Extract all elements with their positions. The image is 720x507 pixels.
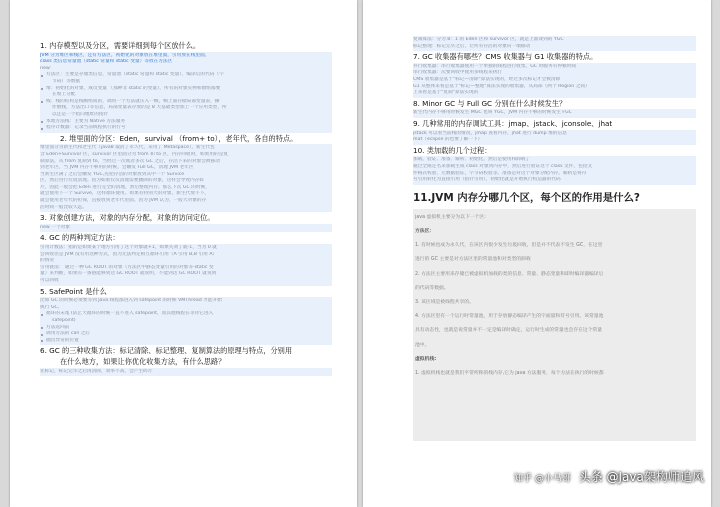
- text-line: 比如 GC 的时候必须要等到 Java 线程都进入到 safepoint 的时候 VMThread 才能开始: [40, 298, 222, 304]
- text-line: 先标记，标记完毕之后再清除，效率不高，会产生碎片: [40, 368, 153, 374]
- text-line: 池中。: [415, 342, 430, 348]
- text-line: JVM 分为堆区和栈区，还有方法区，初始化的对象放在堆里面，引用放在栈里面，: [40, 52, 210, 58]
- text-line: 上来看是基于"复制"算法实现的: [413, 90, 479, 96]
- text-line: 具有动态性，也就是说常量并不一定是编译时确定，运行时生成的常量也会存在这个常量: [415, 328, 603, 334]
- bullet-line: 循环的末尾 (防止大循环的时候一直不进入 safepoint，而其他线程在等待它进入: [40, 311, 332, 318]
- text-line: 片，因此一般会把 Eden 进行完全的清理，然后整理内存。那么下次 GC 的时候，: [40, 184, 210, 190]
- text-line: new:: [40, 65, 52, 71]
- section-10-block: [413, 156, 696, 184]
- text-line: 引用链法： 通过一种 GC ROOT 的对象（方法区中静态变量引用的对象等-static 变: [40, 264, 214, 270]
- text-line: 制算法，从 from 复制到 to，当经过一次或者多次 GC 之后，存活下来的对象会被移动: [40, 158, 220, 164]
- text-line: CMS 收集器是基于"标记—清除"算法实现的，经过多次标记才会被清除: [413, 76, 561, 82]
- text-line: 加载、验证、准备、解析、初始化。然后是使用和卸载了: [413, 157, 531, 163]
- section-4-block: [40, 244, 332, 286]
- text-line: 1. 虚拟机栈也就是我们平常所称的栈内存,它为 java 方法服务，每个方法在执行的时候都: [415, 370, 604, 376]
- text-line: 件格式校验、元数据验证，字节码校验等。准备是对这个对象分配内存。解析是将符: [413, 170, 587, 176]
- text-line: 1. 有时候也成为永久代，在该区内很少发生垃圾回收，但是并不代表不发生 GC，在这里: [415, 243, 603, 249]
- text-line: jstack 可以看当前栈的情况，jmap 查看内存，jhat 进行 dump 堆的信息: [413, 130, 567, 136]
- text-line: 2. 方法区主要用来存储已被虚拟机加载的类的信息、常量、静态变量和即时编译器编译后: [415, 271, 604, 277]
- section-3-block: [40, 224, 332, 233]
- text-line: 4. 方法区里有一个运行时常量池，用于存放静态编译产生的字面量和符号引用。该常量池: [415, 314, 604, 320]
- section-6-heading-cont: 在什么地方，如果让你优化收集方法，有什么思路？: [60, 356, 226, 366]
- left-page: [10, 0, 357, 507]
- text-line: 的代码等数据。: [415, 285, 449, 291]
- text-line: 堆里面分为新生代和老生代（java8 取消了永久代，采用了 Metaspace），新生代包: [40, 145, 215, 151]
- subheading: 虚拟机栈:: [415, 356, 437, 362]
- section-1-block: [40, 52, 332, 133]
- text-line: 活时间一般比较久远。: [40, 204, 87, 210]
- bullet-line: 程序计数器：记录当前线程执行的行号: [40, 125, 332, 132]
- bullet-line: 本地方法栈：主要为 Native 方法服务: [40, 119, 332, 126]
- text-line: 通过全限定名来加载生成 class 对象到内存中，然后进行验证这个 class 文件，包括文: [413, 163, 593, 169]
- text-line: 的情况: [40, 258, 55, 264]
- section-11-title: 11.JVM 内存分哪几个区，每个区的作用是什么?: [413, 191, 640, 204]
- left-page-content: [40, 40, 332, 377]
- bullet-line: 方法返回前: [40, 325, 332, 332]
- text-line: 含 Eden+Survivor 区，survivor 区里面分为 from 和 to 区，内存回收时，如果用的是复: [40, 151, 229, 157]
- bullet-line: 调用方法的 call 之后: [40, 331, 332, 338]
- section-2-heading: 2. 堆里面的分区：Eden，survival （from+ to），老年代，各自的特点。: [60, 133, 298, 143]
- text-line: 量）来判断，如果有一条链能够到达 GC ROOT 就说明，不能到达 GC ROOT 就说明: [40, 271, 217, 277]
- bullet-line: 方法区：主要是存储类信息，常量池（static 常量和 static 变量），编译后的代码（字: [40, 72, 332, 79]
- text-line: 复制算法：分为 8：1 的 Eden 区和 survivor 区，就是上面谈到的 YGC: [413, 37, 564, 42]
- subheading: 方法区：: [415, 228, 435, 234]
- section-10-heading: 10. 类加载的几个过程：: [413, 145, 492, 155]
- text-line: mat（eclipse 的也要了解一下）: [413, 137, 483, 143]
- right-page: [363, 0, 711, 507]
- bullet-line: 堆：初始化的对象，成员变量 （那种非 static 的变量），所有的对象实例和数组都要: [40, 86, 332, 93]
- text-line: 执行 GC,: [40, 304, 60, 310]
- watermark: [514, 468, 704, 485]
- section-7-heading: 7. GC 收集器有哪些？CMS 收集器与 G1 收集器的特点。: [413, 52, 598, 62]
- watermark-text: 头条 @Java架构师追风: [578, 470, 704, 484]
- section-5-block: [40, 297, 332, 345]
- text-line: 号引用转化为直接引用（指针引用），初始化就是开始执行构造器的代码: [413, 177, 561, 183]
- text-line: new 一个对象: [40, 224, 70, 230]
- text-line: 区，然后进行垃圾清理。因为如果仅仅清理需要删除的对象，这样会导致内存碎: [40, 178, 205, 184]
- text-line: 进行的 GC 主要是对方法区里的常量池和对类型的卸载: [415, 257, 531, 263]
- text-line: 以还是一个指向地址的指针: [52, 111, 109, 117]
- text-line: 可以回收: [40, 278, 59, 283]
- text-line: class 类信息常量池（static 常量和 static 变量）等放在方法区: [40, 59, 173, 65]
- section-9-heading: 9. 几种常用的内存调试工具：jmap、jstack、jconsole、jhat: [413, 118, 613, 128]
- text-line: 节码）等数据: [52, 78, 81, 84]
- section-6-continued-block: [413, 36, 696, 51]
- text-line: 在堆上分配: [52, 92, 76, 98]
- text-line: 就会使用下一个 Survive，这样循环使用。如果有特别大的对象，新生代放不下，: [40, 191, 210, 197]
- text-line: java 虚拟机主要分为以下一个区:: [415, 214, 486, 220]
- watermark-secondary-text: 知乎 @小马哥: [514, 474, 571, 484]
- section-11-block: [413, 209, 696, 441]
- text-line: 标记整理：标记完毕之后，让所有存活的对象向一端移动: [413, 43, 531, 49]
- text-line: safepoint): [52, 317, 76, 323]
- section-1-heading: 1. 内存模型以及分区，需要详细到每个区放什么。: [40, 41, 201, 50]
- section-6-heading: 6. GC 的三种收集方法：标记清除、标记整理、复制算法的原理与特点，分别用: [40, 346, 293, 356]
- right-page-content: [413, 36, 696, 441]
- section-5-heading: 5. SafePoint 是什么: [40, 286, 107, 296]
- text-line: 3. 该区域是被线程共享的。: [415, 299, 474, 305]
- section-8-block: [413, 109, 696, 118]
- text-line: 引用计数法：指的是如果某个地方引用了这个对象就+1，如果失效了就-1，当为 0 就: [40, 245, 217, 251]
- bullet-line: 抛出异常的位置: [40, 338, 332, 345]
- text-line: 新生代内存不够用时候发生 MGC 也叫 YGC，JVM 内存不够的时候发生 FGC: [413, 110, 572, 116]
- section-3-heading: 3. 对象创建方法，对象的内存分配，对象的访问定位。: [40, 213, 215, 223]
- section-2-block: [40, 144, 332, 212]
- text-line: 到老年区，当 JVM 内存不够用的时候，会触发 Full GC，清理 JVM 老年区: [40, 165, 194, 171]
- bullet-line: 栈：栈的结构是栈帧组成的，调用一个方法就压入一帧，帧上面存储局部变量表，操: [40, 99, 332, 106]
- section-8-heading: 8. Minor GC 与 Full GC 分别在什么时候发生？: [413, 98, 567, 108]
- text-line: 就会使用老年代的担保，直接放到老年代里面。因为 JVM 认为，一般大对象的存: [40, 198, 207, 204]
- text-line: 串行收集器：次要回收中使用多线程来执行: [413, 70, 503, 76]
- text-line: 并行收集器：串行收集器使用一个单独的线程进行收集，GC 时服务有停顿时间: [413, 63, 577, 69]
- section-4-heading: 4. GC 的两种判定方法：: [40, 233, 120, 243]
- section-7-block: [413, 63, 696, 98]
- section-6-block: [40, 368, 332, 377]
- section-9-block: [413, 130, 696, 145]
- text-line: 作数栈，方法出口等信息，局部变量表存放的是 8 大基础类型加上一个应用类型，所: [52, 105, 227, 111]
- text-line: 当新生区满了之后会触发 YGC,先把存活的对象放到其中一个 Survice: [40, 171, 185, 177]
- text-line: G1 从整体来看是基于"标记—整理"算法实现的收集器，从局部（两个 Region 之间）: [413, 83, 590, 89]
- text-line: 会回收但是 JVM 没有用这种方式，因为无法判定相互循环引用（A 引用 B,B 引用 A）: [40, 251, 218, 257]
